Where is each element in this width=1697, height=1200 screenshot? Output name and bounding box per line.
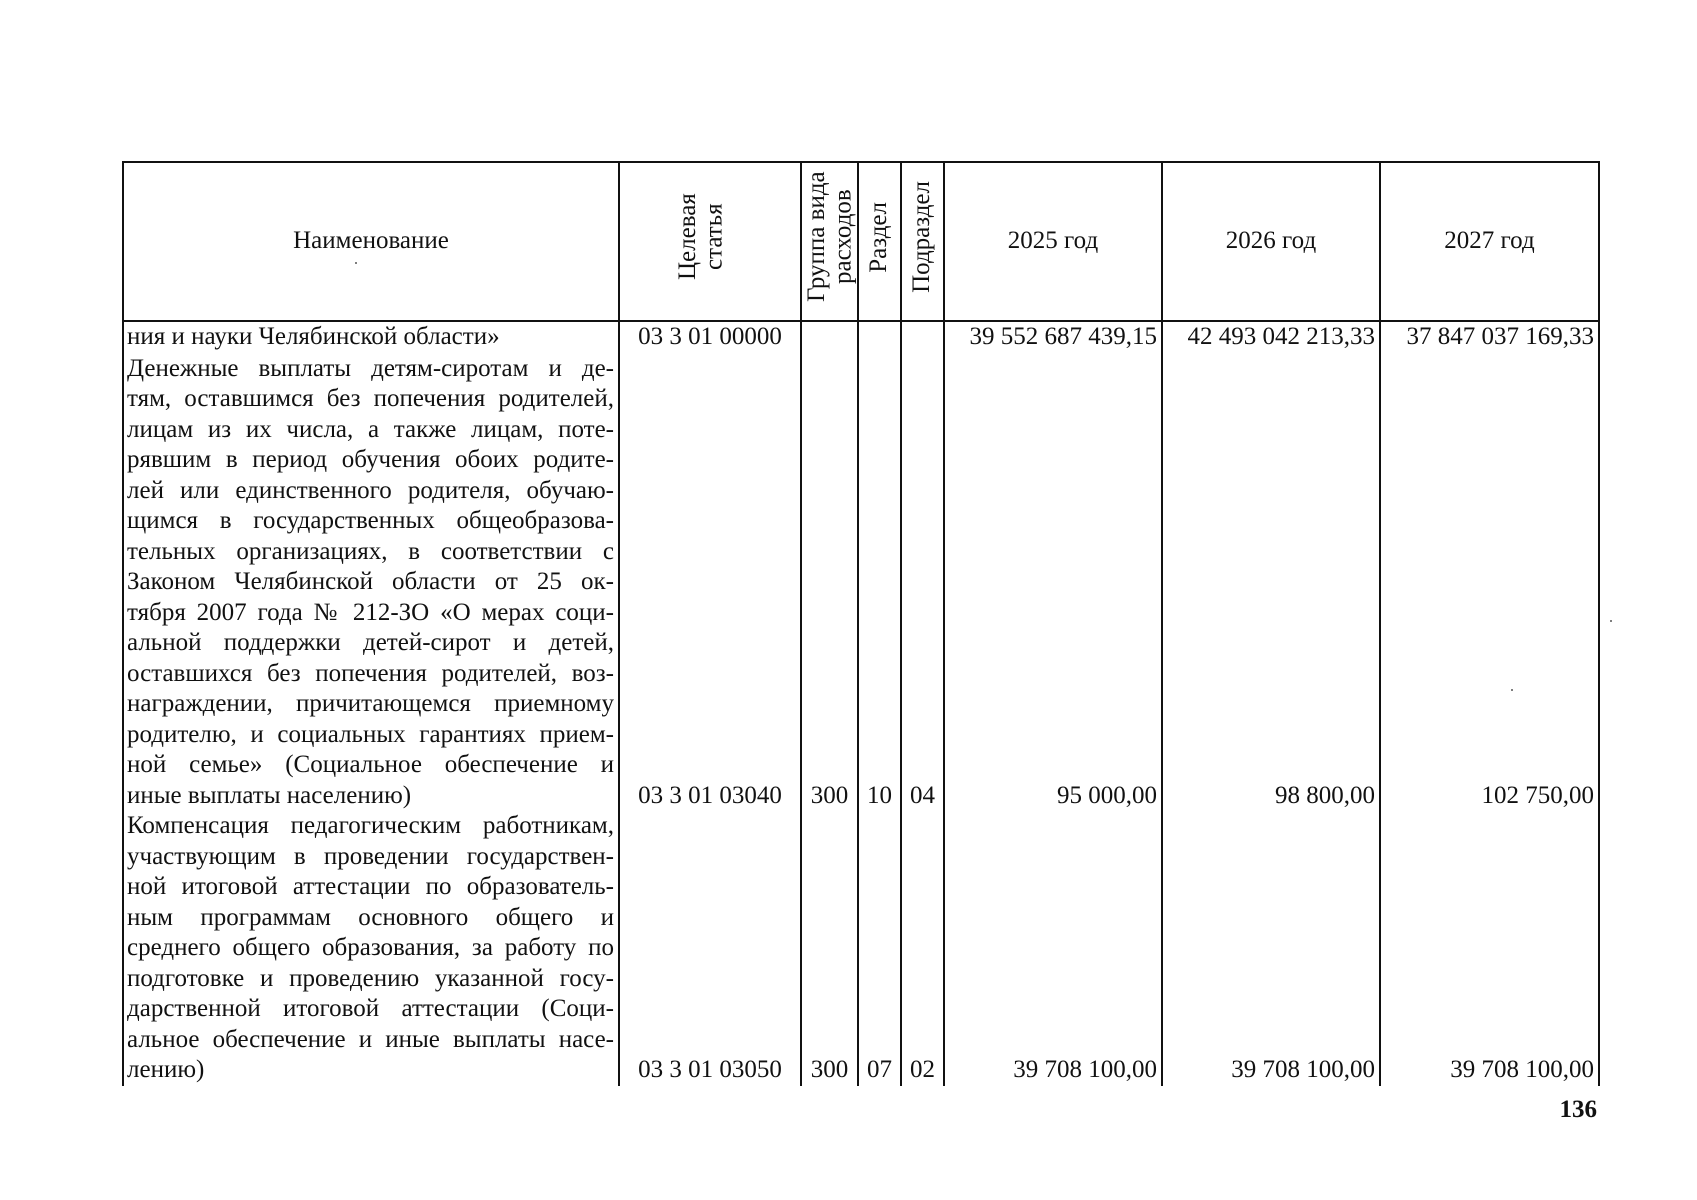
row-target-article: 03 3 01 00000 <box>619 321 801 354</box>
row-amount-2026: 98 800,00 <box>1162 354 1380 812</box>
scan-speck <box>355 262 357 264</box>
name-line: лению) <box>127 1056 205 1083</box>
table-row <box>123 321 1599 354</box>
page-number: 136 <box>1559 1096 1597 1123</box>
row-subsection: 04 <box>901 354 944 812</box>
row-expense-group: 300 <box>801 811 858 1086</box>
budget-table <box>122 161 1600 1086</box>
row-amount-2025: 39 708 100,00 <box>944 811 1162 1086</box>
row-target-article: 03 3 01 03050 <box>619 811 801 1086</box>
row-amount-2027: 39 708 100,00 <box>1380 811 1599 1086</box>
name-line: ным программам основного общего и <box>127 903 614 931</box>
table-row <box>123 811 1599 1086</box>
row-subsection: 02 <box>901 811 944 1086</box>
name-line: Законом Челябинской области от 25 ок- <box>127 568 614 595</box>
header-expense-group: Группа вида расходов <box>801 162 858 321</box>
row-expense-group <box>801 321 858 354</box>
row-amount-2027: 102 750,00 <box>1380 354 1599 812</box>
name-line: родителю, и социальных гарантиях прием- <box>127 720 614 748</box>
name-line: награждении, причитающемся приемному <box>127 690 614 717</box>
name-line: тября 2007 года № 212-ЗО «О мерах соци- <box>127 598 614 626</box>
name-line: ния и науки Челябинской области» <box>127 322 500 350</box>
name-line: тельных организациях, в соответствии с <box>127 537 614 565</box>
name-line: альной поддержки детей-сирот и детей, <box>127 629 614 656</box>
name-line: участвующим в проведении государствен- <box>127 842 614 870</box>
header-target-article: Целевая статья <box>619 162 801 321</box>
row-amount-2025: 39 552 687 439,15 <box>944 321 1162 354</box>
name-line: лицам из их числа, а также лицам, поте- <box>127 415 614 443</box>
row-expense-group: 300 <box>801 354 858 812</box>
header-section: Раздел <box>858 162 901 321</box>
row-name <box>123 354 619 812</box>
name-line: щимся в государственных общеобразова- <box>127 507 614 534</box>
header-name: Наименование <box>123 162 619 321</box>
name-line: лей или единственного родителя, обучаю- <box>127 476 614 504</box>
row-amount-2026: 39 708 100,00 <box>1162 811 1380 1086</box>
name-line: среднего общего образования, за работу по <box>127 934 614 961</box>
header-year-2027: 2027 год <box>1380 162 1599 321</box>
name-line: рявшим в период обучения обоих родите- <box>127 446 614 473</box>
row-amount-2025: 95 000,00 <box>944 354 1162 812</box>
table-row <box>123 354 1599 812</box>
header-subsection: Подраздел <box>901 162 944 321</box>
table-header-row <box>123 162 1599 321</box>
name-line: иные выплаты населению) <box>127 781 412 809</box>
row-amount-2026: 42 493 042 213,33 <box>1162 321 1380 354</box>
scan-speck <box>1511 689 1513 691</box>
name-line: тям, оставшимся без попечения родителей, <box>127 385 614 412</box>
header-year-2026: 2026 год <box>1162 162 1380 321</box>
name-line: Компенсация педагогическим работникам, <box>127 812 614 839</box>
name-line: ной семье» (Социальное обеспечение и <box>127 751 614 778</box>
row-amount-2027: 37 847 037 169,33 <box>1380 321 1599 354</box>
name-line: дарственной итоговой аттестации (Соци- <box>127 995 614 1022</box>
name-line: альное обеспечение и иные выплаты насе- <box>127 1025 614 1053</box>
name-line: Денежные выплаты детям-сиротам и де- <box>127 354 614 382</box>
row-target-article: 03 3 01 03040 <box>619 354 801 812</box>
name-line: ной итоговой аттестации по образователь- <box>127 873 614 900</box>
scan-speck <box>1610 620 1612 622</box>
row-section <box>858 321 901 354</box>
row-name <box>123 811 619 1086</box>
name-line: оставшихся без попечения родителей, воз- <box>127 659 614 687</box>
header-year-2025: 2025 год <box>944 162 1162 321</box>
row-subsection <box>901 321 944 354</box>
name-line: подготовке и проведению указанной госу- <box>127 964 614 992</box>
row-section: 07 <box>858 811 901 1086</box>
row-section: 10 <box>858 354 901 812</box>
row-name <box>123 321 619 354</box>
